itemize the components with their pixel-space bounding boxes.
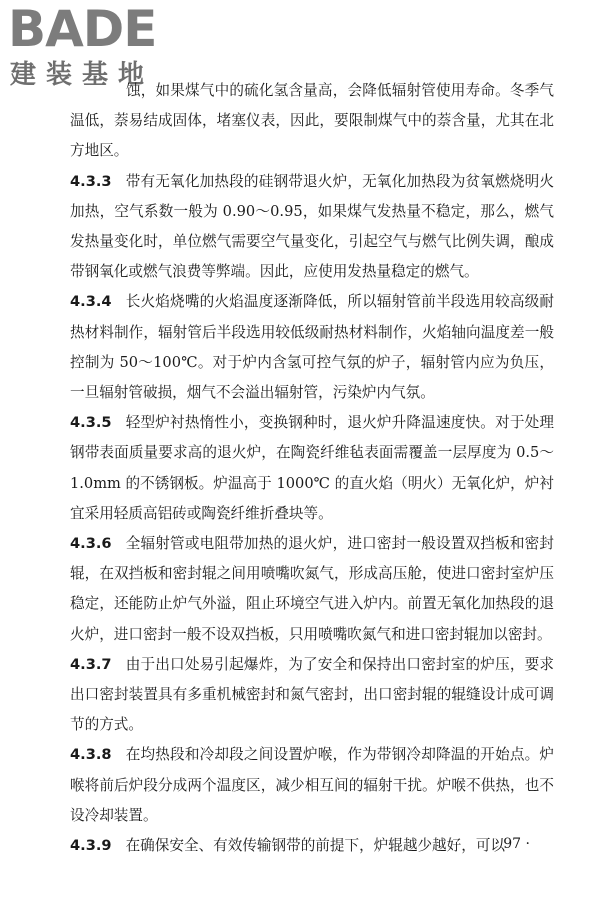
paragraph-text: 在确保安全、有效传输钢带的前提下，炉辊越少越好，可以 (125, 837, 506, 855)
section-number: 4.3.3 (70, 172, 112, 190)
section-4-3-7 (70, 650, 554, 741)
paragraph-text: 在均热段和冷却段之间设置炉喉，作为带钢冷却降温的开始点。炉喉将前后炉段分成两个温度区，减少相互间的辐射干扰。炉喉不供热，也不设冷却装置。 (70, 746, 554, 824)
paragraph-text: 长火焰烧嘴的火焰温度逐渐降低，所以辐射管前半段选用较高级耐热材料制作，辐射管后半段选用较低级耐热材料制作，火焰轴向温度差一般控制为 50～100℃。对于炉内含氢可控气氛的炉子，辐射管内应为负压，一旦辐射管破损，烟气不会溢出辐射管，污染炉内气氛。 (70, 293, 554, 402)
section-4-3-8 (70, 740, 554, 831)
section-4-3-9 (70, 831, 554, 861)
paragraph-text: 由于出口处易引起爆炸，为了安全和保持出口密封室的炉压，要求出口密封装置具有多重机械密封和氮气密封，出口密封辊的辊缝设计成可调节的方式。 (70, 655, 554, 734)
section-number: 4.3.9 (70, 837, 112, 855)
logo-subtitle: 建装基地 (10, 60, 155, 90)
section-4-3-6 (70, 529, 554, 650)
section-4-3-5 (70, 408, 554, 529)
paragraph-text: 轻型炉衬热惰性小，变换钢种时，退火炉升降温速度快。对于处理钢带表面质量要求高的退火炉，在陶瓷纤维毡表面需覆盖一层厚度为 0.5～1.0mm 的不锈钢板。炉温高于 1000℃ 的直火焰（明火）无氧化炉，炉衬宜采用轻质高铝砖或陶瓷纤维折叠块等。 (70, 414, 554, 522)
paragraph-continuation (70, 76, 554, 167)
section-number: 4.3.4 (70, 293, 112, 311)
section-4-3-4 (70, 287, 554, 408)
section-number: 4.3.5 (70, 414, 112, 432)
section-number: 4.3.7 (70, 655, 112, 673)
paragraph-text: 全辐射管或电阻带加热的退火炉，进口密封一般设置双挡板和密封辊，在双挡板和密封辊之间用喷嘴吹氮气，形成高压舱，使进口密封室炉压稳定，还能防止炉气外溢，阻止环境空气进入炉内。前置无氧化加热段的退火炉，进口密封一般不设双挡板，只用喷嘴吹氮气和进口密封辊加以密封。 (70, 535, 554, 643)
page-number: · 97 · (494, 836, 530, 852)
section-4-3-3 (70, 167, 554, 288)
logo-mark: BADE (8, 0, 157, 58)
paragraph-text: 带有无氧化加热段的硅钢带退火炉，无氧化加热段为贫氧燃烧明火加热，空气系数一般为 0.90～0.95，如果煤气发热量不稳定，那么，燃气发热量变化时，单位燃气需要空气量变化，引起空气与燃气比例失调，酿成带钢氧化或燃气浪费等弊端。因此，应使用发热量稳定的燃气。 (70, 172, 554, 281)
section-number: 4.3.8 (70, 746, 112, 764)
paragraph-text: 蚀，如果煤气中的硫化氢含量高，会降低辐射管使用寿命。冬季气温低，萘易结成固体，堵塞仪表，因此，要限制煤气中的萘含量，尤其在北方地区。 (70, 82, 554, 160)
document-body (70, 76, 554, 861)
section-number: 4.3.6 (70, 535, 112, 553)
